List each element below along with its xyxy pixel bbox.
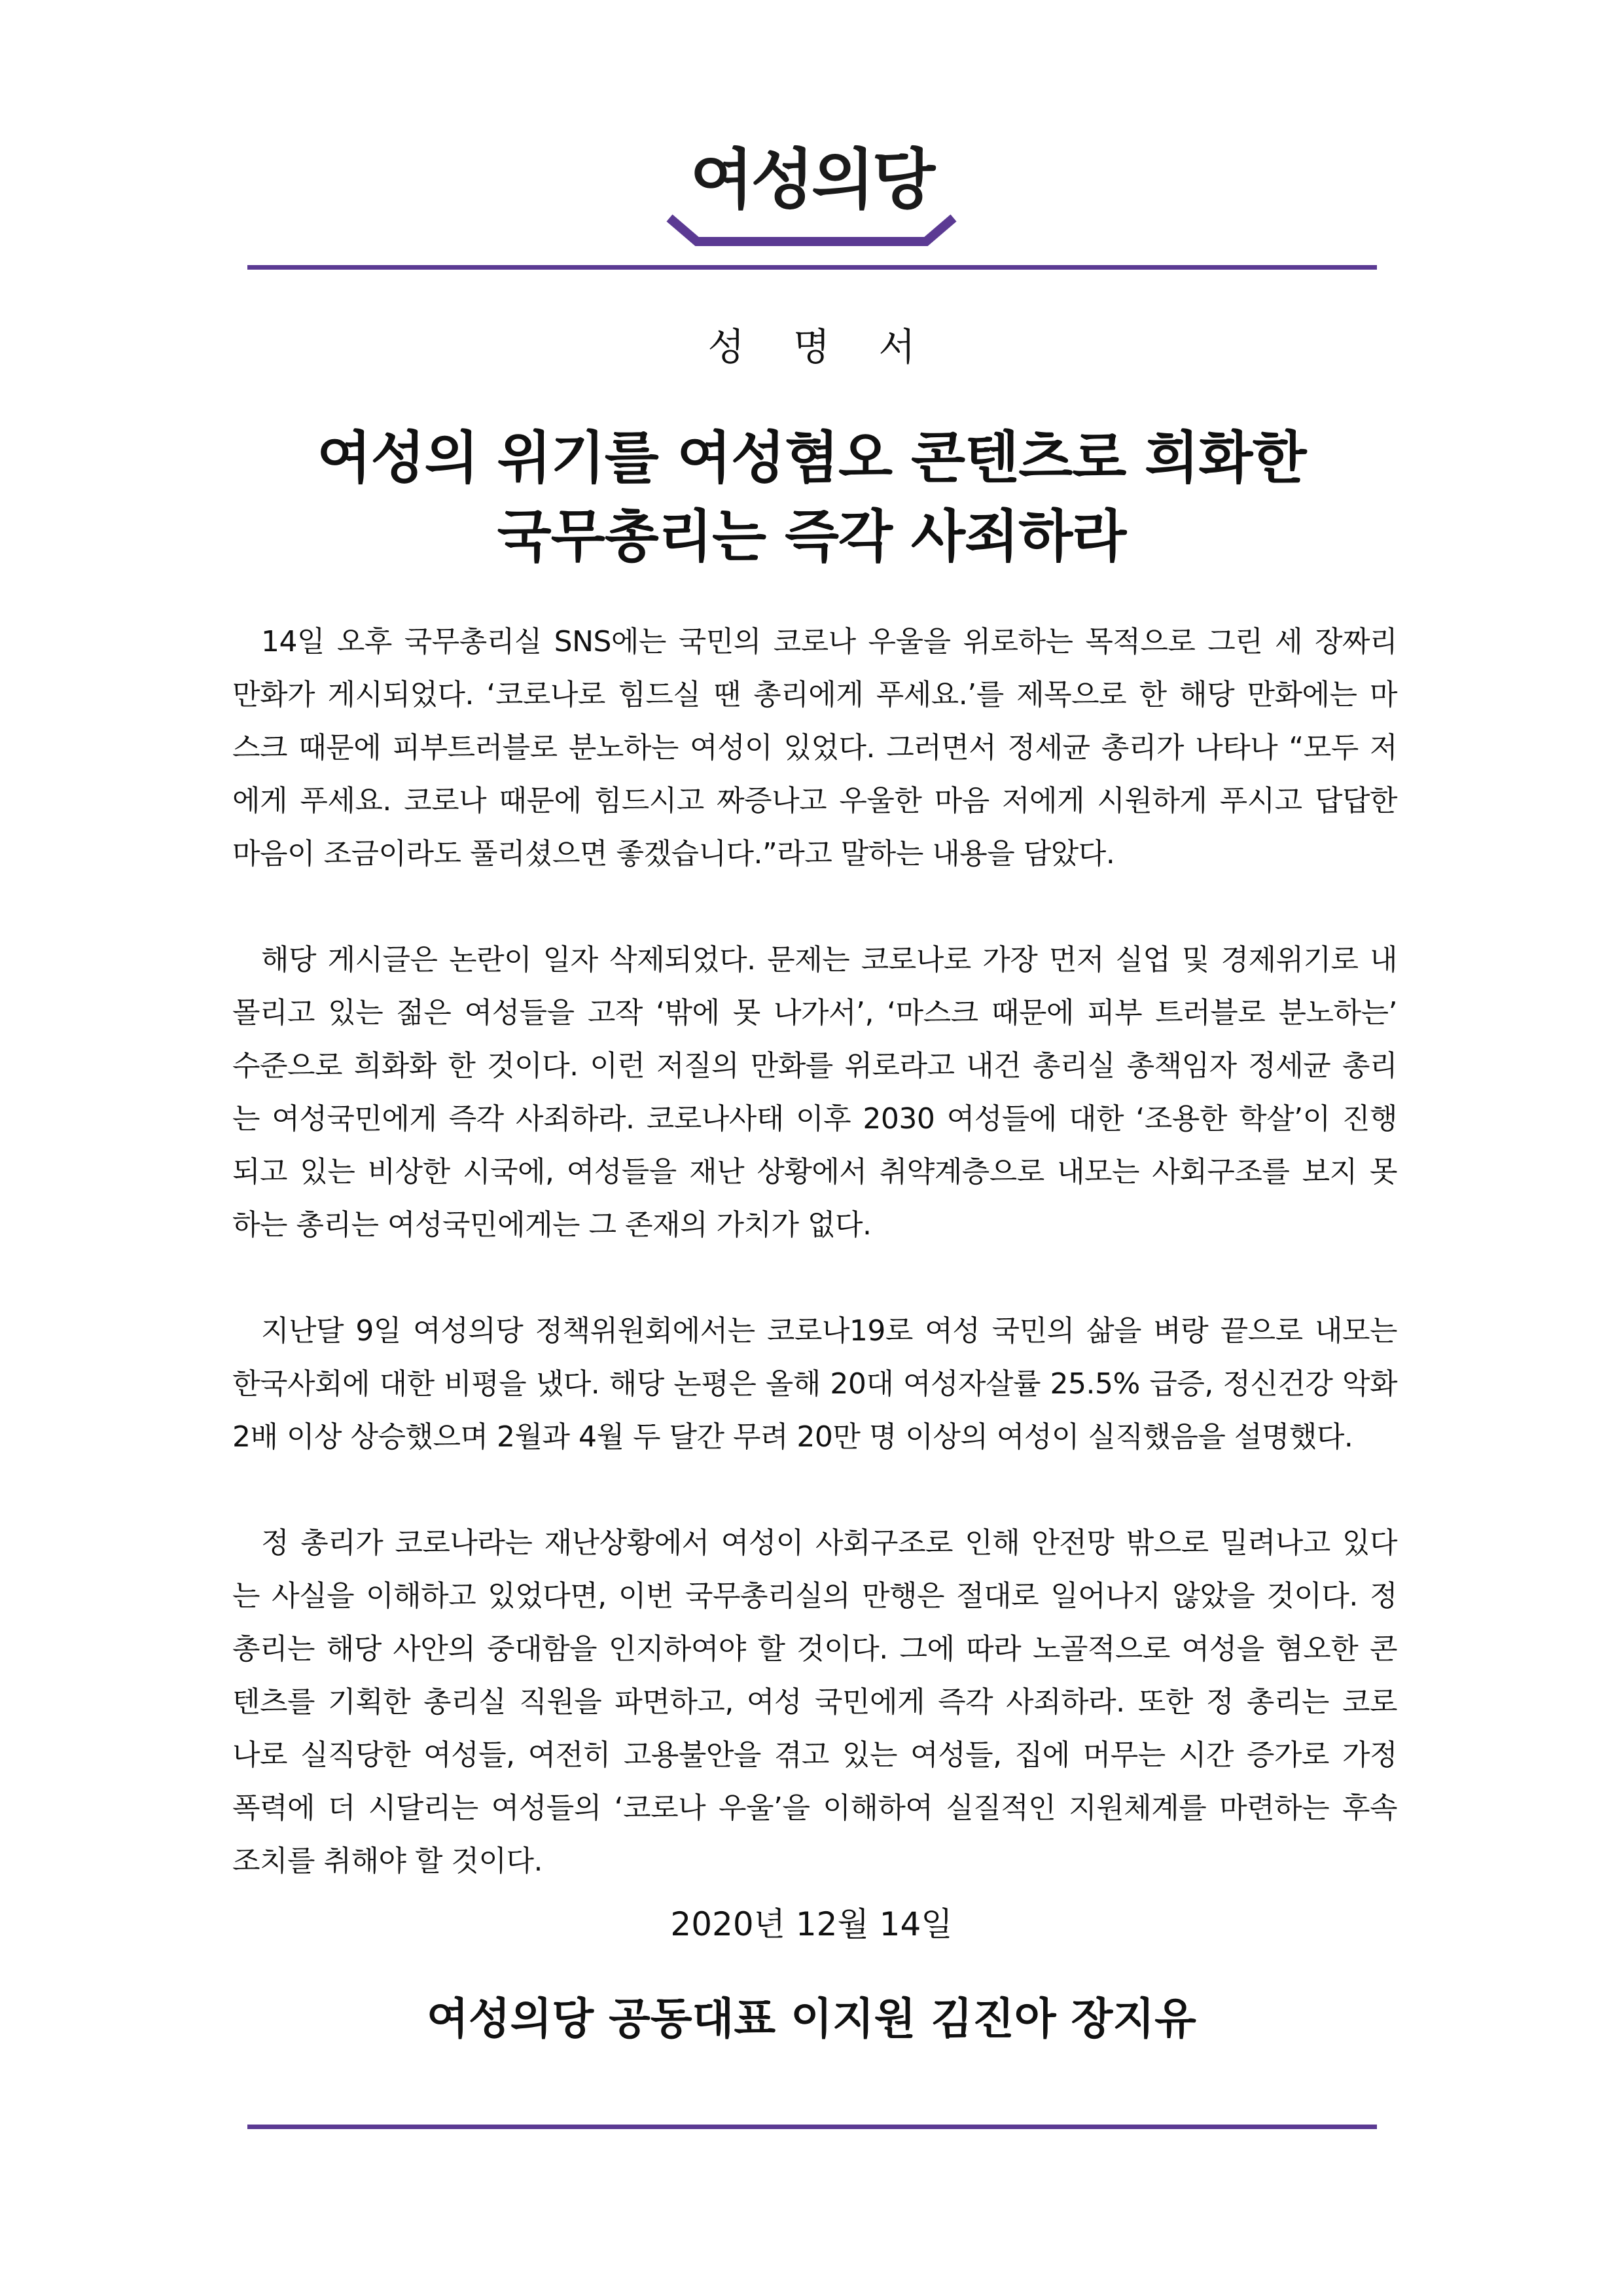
- headline-line-2: 국무총리는 즉각 사죄하라: [497, 504, 1126, 569]
- paragraph-line: 해당 게시글은 논란이 일자 삭제되었다. 문제는 코로나로 가장 먼저 실업 및 경제위기로 내: [261, 943, 1397, 977]
- statement-body: [232, 615, 1397, 1941]
- bottom-divider: [247, 2125, 1377, 2129]
- paragraph-line: 폭력에 더 시달리는 여성들의 ‘코로나 우울’을 이해하여 실질적인 지원체계를 마련하는 후속: [232, 1791, 1397, 1825]
- paragraph-line: 마음이 조금이라도 풀리셨으면 좋겠습니다.”라고 말하는 내용을 담았다.: [232, 837, 1115, 870]
- paragraph-line: 수준으로 희화화 한 것이다. 이런 저질의 만화를 위로라고 내건 총리실 총책임자 정세균 총리: [232, 1049, 1397, 1083]
- paragraph-3: [232, 1304, 1397, 1463]
- paragraph-4: [232, 1516, 1397, 1888]
- paragraph-line: 는 여성국민에게 즉각 사죄하라. 코로나사태 이후 2030 여성들에 대한 ‘조용한 학살’이 진행: [232, 1102, 1397, 1136]
- paragraph-line: 지난달 9일 여성의당 정책위원회에서는 코로나19로 여성 국민의 삶을 벼랑 끝으로 내모는: [261, 1314, 1397, 1348]
- paragraph-1: [232, 615, 1397, 880]
- paragraph-line: 몰리고 있는 젊은 여성들을 고작 ‘밖에 못 나가서’, ‘마스크 때문에 피부 트러블로 분노하는’: [232, 996, 1397, 1030]
- headline-line-1: 여성의 위기를 여성혐오 콘텐츠로 희화한: [317, 425, 1306, 491]
- paragraph-line: 하는 총리는 여성국민에게는 그 존재의 가치가 없다.: [232, 1208, 872, 1242]
- paragraph-line: 는 사실을 이해하고 있었다면, 이번 국무총리실의 만행은 절대로 일어나지 않았을 것이다. 정: [232, 1579, 1397, 1613]
- paragraph-line: 조치를 취해야 할 것이다.: [232, 1844, 543, 1878]
- party-logo: [664, 141, 959, 249]
- party-logo-text: 여성의당: [690, 141, 933, 218]
- logo-chevron-icon: [664, 200, 959, 249]
- signature: 여성의당 공동대표 이지원 김진아 장지유: [427, 1994, 1196, 2044]
- paragraph-line: 만화가 게시되었다. ‘코로나로 힘드실 땐 총리에게 푸세요.’를 제목으로 한 해당 만화에는 마: [232, 678, 1397, 711]
- paragraph-line: 2배 이상 상승했으며 2월과 4월 두 달간 무려 20만 명 이상의 여성이 실직했음을 설명했다.: [232, 1420, 1353, 1454]
- paragraph-2: [232, 933, 1397, 1251]
- statement-date: 2020년 12월 14일: [670, 1905, 953, 1943]
- paragraph-line: 되고 있는 비상한 시국에, 여성들을 재난 상황에서 취약계층으로 내모는 사회구조를 보지 못: [232, 1155, 1397, 1189]
- paragraph-line: 텐츠를 기획한 총리실 직원을 파면하고, 여성 국민에게 즉각 사죄하라. 또한 정 총리는 코로: [232, 1685, 1397, 1719]
- paragraph-line: 14일 오후 국무총리실 SNS에는 국민의 코로나 우울을 위로하는 목적으로 그린 세 장짜리: [261, 625, 1397, 658]
- paragraph-line: 정 총리가 코로나라는 재난상황에서 여성이 사회구조로 인해 안전망 밖으로 밀려나고 있다: [261, 1526, 1397, 1560]
- paragraph-line: 총리는 해당 사안의 중대함을 인지하여야 할 것이다. 그에 따라 노골적으로 여성을 혐오한 콘: [232, 1632, 1397, 1666]
- top-divider: [247, 265, 1377, 270]
- paragraph-line: 한국사회에 대한 비평을 냈다. 해당 논평은 올해 20대 여성자살률 25.5% 급증, 정신건강 악화: [232, 1367, 1397, 1401]
- paragraph-line: 나로 실직당한 여성들, 여전히 고용불안을 겪고 있는 여성들, 집에 머무는 시간 증가로 가정: [232, 1738, 1397, 1772]
- document-type: 성 명 서: [707, 325, 934, 369]
- paragraph-line: 에게 푸세요. 코로나 때문에 힘드시고 짜증나고 우울한 마음 저에게 시원하게 푸시고 답답한: [232, 784, 1397, 817]
- paragraph-line: 스크 때문에 피부트러블로 분노하는 여성이 있었다. 그러면서 정세균 총리가 나타나 “모두 저: [232, 731, 1397, 764]
